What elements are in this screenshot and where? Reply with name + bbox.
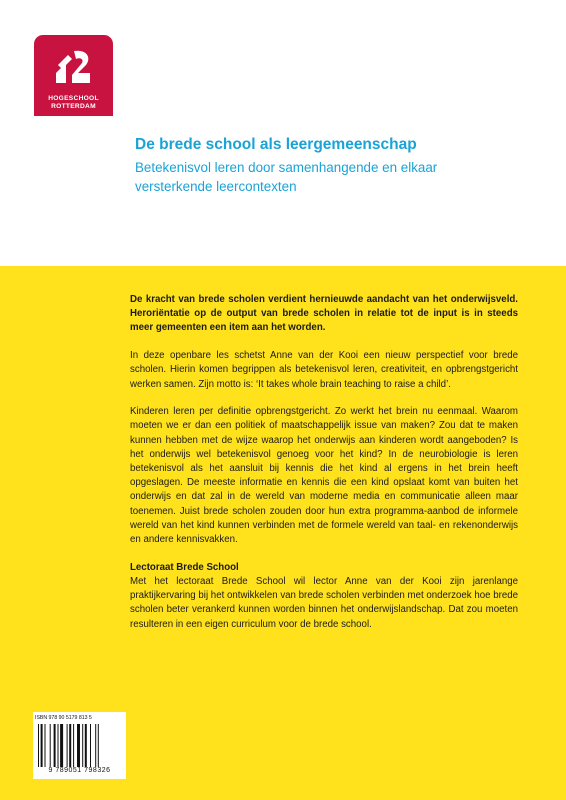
paragraph-3: Met het lectoraat Brede School wil lector Anne van der Kooi zijn jarenlange praktijkervaring bij het ontwikkelen van brede scholen verbinden met onderzoek hoe brede scholen beter verankerd kunnen worden binnen het onderwijslandschap. Dat zou moeten resulteren in een eigen curriculum voor de brede school. [130, 575, 518, 630]
paragraph-1: In deze openbare les schetst Anne van der Kooi een nieuw perspectief voor brede scholen. Hierin komen begrippen als betekenisvol leren, creativiteit, en opbrengstgericht werken samen. Zijn motto is: ‘It takes whole brain teaching to raise a child’. [130, 350, 518, 390]
lead-paragraph: De kracht van brede scholen verdient hernieuwde aandacht van het onderwijsveld. Heroriëntatie op de output van brede scholen in relatie tot de input is in steeds meer gemeenten een item aan het worden. [130, 294, 518, 334]
header-area [0, 0, 566, 266]
barcode-number: 9 789051 798326 [48, 767, 111, 774]
hogeschool-rotterdam-logo [34, 35, 113, 116]
page-title: De brede school als leergemeenschap [135, 136, 417, 153]
paragraph-2: Kinderen leren per definitie opbrengstgericht. Zo werkt het brein nu eenmaal. Waarom moeten we er dan een politiek of maatschappelijk issue van maken? Zou dat te maken kunnen hebben met de wijze waarop het onderwijs aan kinderen wordt aangeboden? Is het onderwijs wel betekenisvol genoeg voor het kind? In de neurobiologie is leren betekenisvol als het aansluit bij kennis die het kind al ergens in het brein heeft opgeslagen. De meeste informatie en kennis die een kind opslaat komt van buiten het onderwijs en dat zal in de wereld van moderne media en communicatie alleen maar toenemen. Juist brede scholen zouden door hun extra programma-aanbod de informele wereld van het kind kunnen verbinden met de formele wereld van taal- en rekenonderwijs en andere kennisvakken. [130, 406, 518, 546]
barcode-bars [38, 724, 121, 767]
body-text [130, 293, 518, 645]
hogeschool-rotterdam-logo-icon [52, 43, 96, 89]
section-heading: Lectoraat Brede School [130, 561, 239, 573]
logo-text-line1: HOGESCHOOL [48, 95, 99, 102]
isbn-label: ISBN 978 90 5179 813 5 [35, 715, 92, 721]
page-subtitle: Betekenisvol leren door samenhangende en elkaar versterkende leercontexten [135, 160, 438, 194]
logo-text-line2: ROTTERDAM [51, 103, 96, 110]
isbn-barcode [33, 712, 126, 779]
